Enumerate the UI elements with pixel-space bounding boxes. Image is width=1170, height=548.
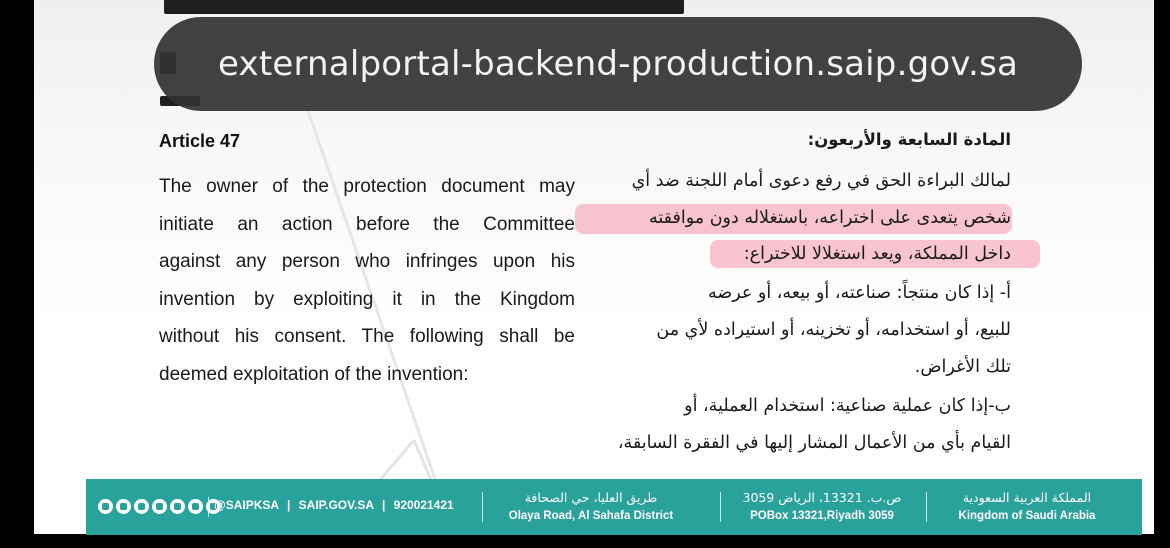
youtube-icon[interactable] xyxy=(116,499,131,514)
footer-divider xyxy=(926,492,927,522)
footer-country: المملكة العربية السعودية Kingdom of Saudi Arabia xyxy=(958,490,1096,522)
arabic-line: لمالك البراءة الحق في رفع دعوى أمام اللجنة ضد أي xyxy=(631,171,1011,191)
english-heading: Article 47 xyxy=(159,131,241,151)
english-line: initiate an action before the Committee xyxy=(159,213,575,235)
linkedin-icon[interactable] xyxy=(98,499,113,514)
social-icons xyxy=(98,499,221,514)
arabic-line: أ- إذا كان منتجاً: صناعته، أو بيعه، أو عرضه xyxy=(708,283,1011,303)
website-link[interactable]: SAIP.GOV.SA xyxy=(298,498,374,512)
arabic-line: تلك الأغراض. xyxy=(914,357,1011,377)
footer-divider xyxy=(208,497,209,517)
arabic-line: للبيع، أو استخدامه، أو تخزينه، أو استيراده لأي من xyxy=(656,320,1011,340)
english-paragraph xyxy=(159,168,575,393)
english-line: without his consent. The following shall be xyxy=(159,326,575,347)
social-handle[interactable]: @SAIPKSA xyxy=(214,498,279,512)
english-line: invention by exploiting it in the Kingdom xyxy=(159,288,575,310)
facebook-icon[interactable] xyxy=(188,499,203,514)
snapchat-icon[interactable] xyxy=(152,499,167,514)
english-line: The owner of the protection document may xyxy=(159,176,575,197)
arabic-line: شخص يتعدى على اختراعه، باستغلاله دون موافقته xyxy=(648,208,1011,228)
english-line: deemed exploitation of the invention: xyxy=(159,363,469,385)
document-page xyxy=(34,0,1154,534)
instagram-icon[interactable] xyxy=(170,499,185,514)
arabic-line: داخل المملكة، ويعد استغلالا للاختراع: xyxy=(743,244,1011,264)
twitter-icon[interactable] xyxy=(134,499,149,514)
arabic-line: ب-إذا كان عملية صناعية: استخدام العملية، أو xyxy=(684,396,1011,416)
english-line: against any person who infringes upon his xyxy=(159,251,575,272)
cut-off-text xyxy=(164,0,684,14)
footer-address: طريق العليا، حي الصحافة Olaya Road, Al Sahafa District xyxy=(508,490,674,522)
arabic-heading: المادة السابعة والأربعون: xyxy=(807,130,1011,149)
phone-number: 920021421 xyxy=(393,498,454,512)
page-footer xyxy=(86,479,1142,535)
footer-pobox: ص.ب. 13321، الرياض 3059 POBox 13321,Riyadh 3059 xyxy=(742,490,902,522)
url-bar[interactable]: externalportal-backend-production.saip.gov.sa xyxy=(154,17,1082,111)
footer-contacts: @SAIPKSA | SAIP.GOV.SA | 920021421 xyxy=(214,498,454,512)
footer-divider xyxy=(720,492,721,522)
arabic-line: القيام بأي من الأعمال المشار إليها في الفقرة السابقة، xyxy=(617,433,1011,453)
